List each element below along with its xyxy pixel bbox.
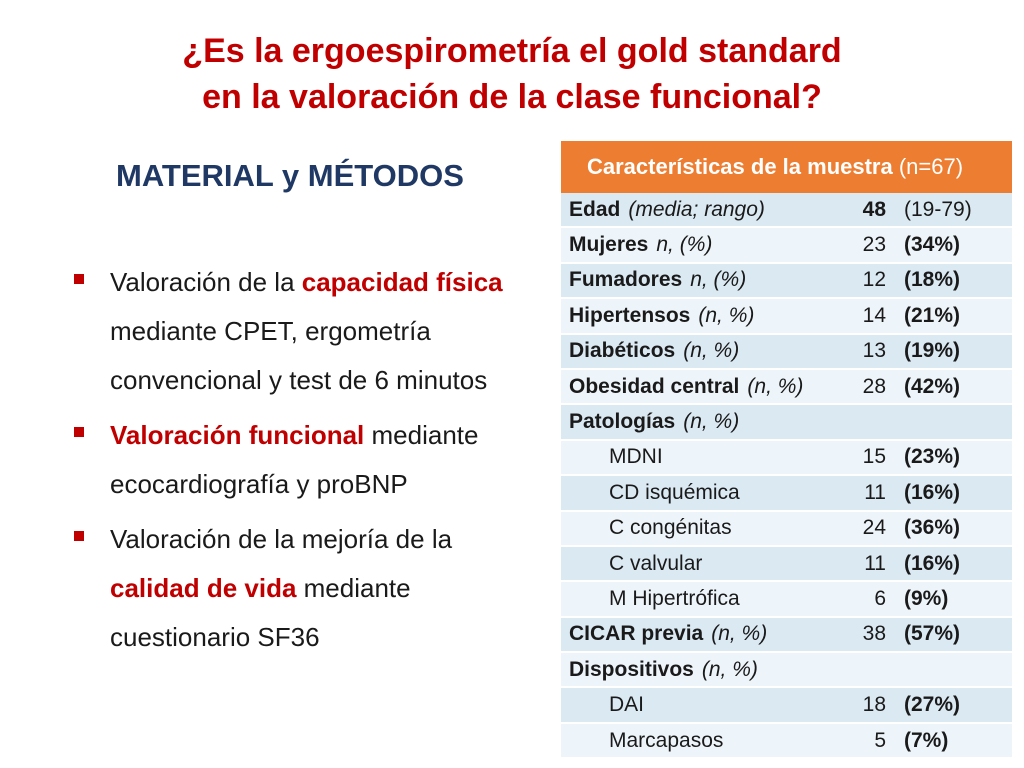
row-qualifier: (n, %) (698, 303, 755, 327)
table-row (561, 512, 1012, 547)
row-label: Edad (569, 197, 621, 221)
row-value: 28 (862, 374, 886, 398)
table-row (561, 299, 1012, 334)
table-row (561, 193, 1012, 228)
section-heading: MATERIAL y MÉTODOS (116, 158, 464, 193)
row-percent: (9%) (904, 586, 949, 610)
bullet-text: mediante cuestionario SF36 (110, 573, 411, 652)
row-value: 23 (862, 233, 886, 257)
bullet-highlight: calidad de vida (110, 573, 297, 603)
row-qualifier: (media; rango) (628, 197, 765, 221)
title-line-1: ¿Es la ergoespirometría el gold standard (182, 32, 842, 70)
row-percent: (18%) (904, 268, 961, 292)
table-header-title: Características de la muestra (587, 154, 893, 179)
table-row (561, 335, 1012, 370)
row-label: CD isquémica (609, 480, 740, 504)
row-percent: (57%) (904, 622, 961, 646)
row-label: DAI (609, 693, 645, 717)
row-label: C valvular (609, 551, 703, 575)
row-qualifier: (n, %) (683, 339, 740, 363)
row-percent: (36%) (904, 516, 961, 540)
table-row (561, 547, 1012, 582)
row-label: CICAR previa (569, 622, 704, 646)
bullet-highlight: capacidad física (301, 267, 503, 297)
row-label: Patologías (569, 410, 676, 434)
row-qualifier: (n, %) (683, 410, 740, 434)
table-row (561, 653, 1012, 688)
row-value: 6 (874, 586, 886, 610)
row-percent: (27%) (904, 693, 961, 717)
table-row (561, 441, 1012, 476)
square-bullet-icon (74, 274, 84, 284)
row-qualifier: n, (%) (690, 268, 747, 292)
row-percent: (23%) (904, 445, 961, 469)
row-label-cell (561, 693, 846, 717)
row-label: Fumadores (569, 268, 683, 292)
row-label: Hipertensos (569, 303, 691, 327)
row-value: 15 (862, 445, 886, 469)
row-percent: (16%) (904, 551, 961, 575)
table-header (561, 141, 1012, 193)
row-value: 11 (864, 551, 886, 575)
row-percent: (19-79) (904, 197, 972, 221)
row-label: C congénitas (609, 516, 732, 540)
row-label-cell (561, 622, 846, 646)
table-row (561, 370, 1012, 405)
row-label-cell (561, 268, 846, 292)
bullet-item (74, 411, 546, 509)
row-percent: (19%) (904, 339, 961, 363)
row-label-cell (561, 729, 846, 753)
row-label: Dispositivos (569, 657, 694, 681)
square-bullet-icon (74, 427, 84, 437)
table-row (561, 724, 1012, 759)
bullet-text: Valoración de la mejoría de la (110, 524, 453, 554)
bullet-text: mediante ecocardiografía y proBNP (110, 420, 479, 499)
row-label: M Hipertrófica (609, 586, 740, 610)
table-row (561, 228, 1012, 263)
row-value: 48 (862, 197, 886, 221)
title-line-2: en la valoración de la clase funcional? (202, 78, 822, 116)
table-row (561, 405, 1012, 440)
row-label: Marcapasos (609, 728, 724, 752)
bullet-item (74, 258, 546, 405)
row-value: 24 (862, 516, 886, 540)
row-label: Diabéticos (569, 339, 676, 363)
sample-characteristics-table (561, 141, 1012, 759)
row-value: 13 (862, 339, 886, 363)
row-value: 14 (862, 303, 886, 327)
row-label-cell (561, 233, 846, 257)
row-percent: (21%) (904, 303, 961, 327)
row-label-cell (561, 304, 846, 328)
row-percent: (7%) (904, 728, 949, 752)
row-label-cell (561, 445, 846, 469)
bullet-text: Valoración de la (110, 267, 302, 297)
row-value: 5 (874, 728, 886, 752)
bullet-list (74, 258, 546, 662)
row-percent: (16%) (904, 480, 961, 504)
table-header-n: (n=67) (898, 154, 964, 179)
table-row (561, 618, 1012, 653)
row-value: 11 (864, 480, 886, 504)
bullet-item (74, 515, 546, 662)
row-qualifier: (n, %) (711, 622, 768, 646)
row-value: 18 (862, 693, 886, 717)
row-label-cell (561, 516, 846, 540)
row-label-cell (561, 552, 846, 576)
row-label-cell (561, 658, 846, 682)
bullet-text: mediante CPET, ergometría convencional y test de 6 minutos (110, 316, 488, 395)
row-qualifier: (n, %) (701, 657, 758, 681)
row-label-cell (561, 339, 846, 363)
row-label-cell (561, 198, 846, 222)
row-percent: (34%) (904, 233, 961, 257)
row-qualifier: (n, %) (747, 374, 804, 398)
row-label: Mujeres (569, 233, 649, 257)
table-row (561, 582, 1012, 617)
row-label-cell (561, 481, 846, 505)
bullet-highlight: Valoración funcional (110, 420, 365, 450)
row-value: 38 (862, 622, 886, 646)
row-label-cell (561, 375, 846, 399)
table-row (561, 476, 1012, 511)
slide-title (60, 28, 964, 120)
row-qualifier: n, (%) (656, 233, 713, 257)
table-row (561, 264, 1012, 299)
table-row (561, 688, 1012, 723)
row-value: 12 (862, 268, 886, 292)
row-label-cell (561, 587, 846, 611)
row-label-cell (561, 410, 846, 434)
table-body (561, 193, 1012, 759)
row-label: MDNI (609, 445, 663, 469)
row-percent: (42%) (904, 374, 961, 398)
square-bullet-icon (74, 531, 84, 541)
row-label: Obesidad central (569, 374, 740, 398)
